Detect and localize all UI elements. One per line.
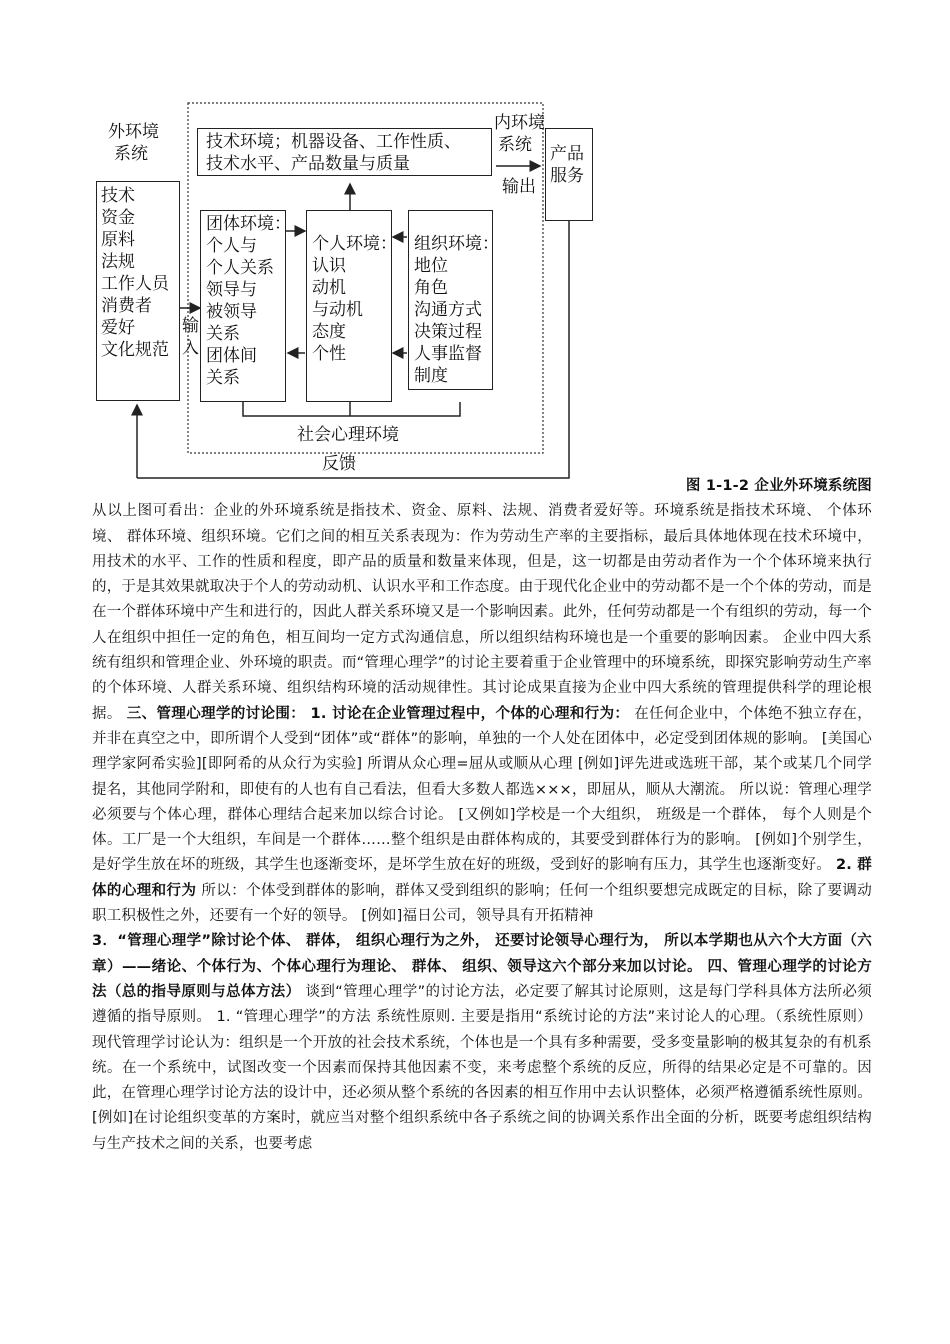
group-env-box: 团体环境： 个人与 个人关系 领导与 被领导 关系 团体间 关系 xyxy=(200,210,286,402)
output-label: 输出 xyxy=(502,177,536,197)
section-2-heading: 2. 群体的心理和行为 xyxy=(92,857,872,899)
product-service-box: 产品 服务 xyxy=(545,128,593,221)
paragraph-1: 从以上图可看出：企业的外环境系统是指技术、资金、原料、法规、消费者爱好等。环境系统是指技术环境、 个体环境、 群体环境、组织环境。它们之间的相互关系表现为：作为劳动生产率的主要指标，最后具体地体现在技术环境中，用技术的水平、工作的性质和程度，即产品的质量和数量来体现，但是，这一切都是由劳动者作为一个个体环境来执行的，于是其效果就取决于个人的劳动动机、认识水平和工作态度。由于现代化企业中的劳动都不是一个个体的劳动，而是在一个群体环境中产生和进行的，因此人群关系环境又是一个影响因素。此外，任何劳动都是一个有组织的劳动，每一个人在组织中担任一定的角色，相互间均一定方式沟通信息，所以组织结构环境也是一个重要的影响因素。 企业中四大系统有组织和管理企业、外环境的职责。而“管理心理学”的讨论主要着重于企业管理中的环境系统，即探究影响劳动生产率的个体环境、人群关系环境、组织结构环境的活动规律性。其讨论成果直接为企业中四大系统的管理提供科学的理论根据。 xyxy=(92,503,872,722)
org-env-box: 组织环境： 地位 角色 沟通方式 决策过程 人事监督 制度 xyxy=(408,210,493,390)
paragraph-3: 所以：个体受到群体的影响，群体又受到组织的影响；任何一个组织要想完成既定的目标，除了要调动职工积极性之外，还要有一个好的领导。 [例如]福日公司，领导具有开拓精神 xyxy=(92,882,872,925)
paragraph-container xyxy=(92,474,872,1157)
social-env-bracket xyxy=(243,402,460,416)
document-body xyxy=(92,474,872,1157)
figure-caption: 图 1-1-2 企业外环境系统图 xyxy=(685,478,872,494)
outer-env-title: 外环境 系统 xyxy=(108,122,159,164)
personal-env-box: 个人环境： 认识 动机 与动机 态度 个性 xyxy=(306,210,392,402)
section-3-heading: 三、管理心理学的讨论围： 1. 讨论在企业管理过程中，个体的心理和行为： xyxy=(126,705,630,722)
tech-env-box: 技术环境；机器设备、工作性质、 技术水平、产品数量与质量 xyxy=(197,128,492,176)
social-env-label: 社会心理环境 xyxy=(297,425,399,445)
paragraph-4: 谈到“管理心理学”的讨论方法，必定要了解其讨论原则，这是每门学科具体方法所必须遵循的指导原则。 1. “管理心理学”的方法 系统性原则. 主要是指用“系统讨论的方法”来讨论人的心理。（系统性原则） 现代管理学讨论认为：组织是一个开放的社会技术系统，个体也是一个具有多种需要，受多变量影响的极其复杂的有机系统。在一个系统中，试图改变一个因素而保持其他因素不变，来考虑整个系统的反应，所得的结果必定是不可靠的。因此，在管理心理学讨论方法的设计中，还必须从整个系统的各因素的相互作用中去认识整体，必须严格遵循系统性原则。 [例如]在讨论组织变革的方案时，就应当对整个组织系统中各子系统之间的协调关系作出全面的分析，既要考虑组织结构与生产技术之间的关系，也要考虑 xyxy=(92,983,872,1152)
input-label: 输 入 xyxy=(182,316,199,358)
paragraph-2: 在任何企业中，个体绝不独立存在，并非在真空之中，即所谓个人受到“团体”或“群体”的影响，单独的一个人处在团体中，必定受到团体规的影响。 [美国心理学家阿希实验][即阿希的从众行为实验] 所谓从众心理=屈从或顺从心理 [例如]评先进或选班干部，某个或某几个同学提名，其他同学附和，即使有的人也有自己看法，但看大多数人都选×××，即屈从，顺从大潮流。 所以说：管理心理学必须要与个体心理，群体心理结合起来加以综合讨论。 [又例如]学校是一个大组织， 班级是一个群体， 每个人则是个体。工厂是一个大组织，车间是一个群体……整个组织是由群体构成的，其要受到群体行为的影响。 [例如]个别学生，是好学生放在坏的班级，其学生也逐渐变坏，是坏学生放在好的班级，受到好的影响有压力，其学生也逐渐变好。 xyxy=(92,705,872,874)
feedback-label: 反馈 xyxy=(322,454,356,474)
enterprise-environment-diagram xyxy=(0,0,950,480)
section-3b-heading: 3．“管理心理学”除讨论个体、 群体， 组织心理行为之外， 还要讨论领导心理行为， 所以本学期也从六个大方面（六章）——绪论、个体行为、个体心理行为理论、 群体、 组织、领导这六个部分来加以讨论。 四、管理心理学的讨论方法（总的指导原则与总体方法） xyxy=(92,933,872,1000)
outer-env-items-box: 技术 资金 原料 法规 工作人员 消费者 爱好 文化规范 xyxy=(96,181,180,401)
inner-env-label: 内环境 系统 xyxy=(494,113,545,155)
